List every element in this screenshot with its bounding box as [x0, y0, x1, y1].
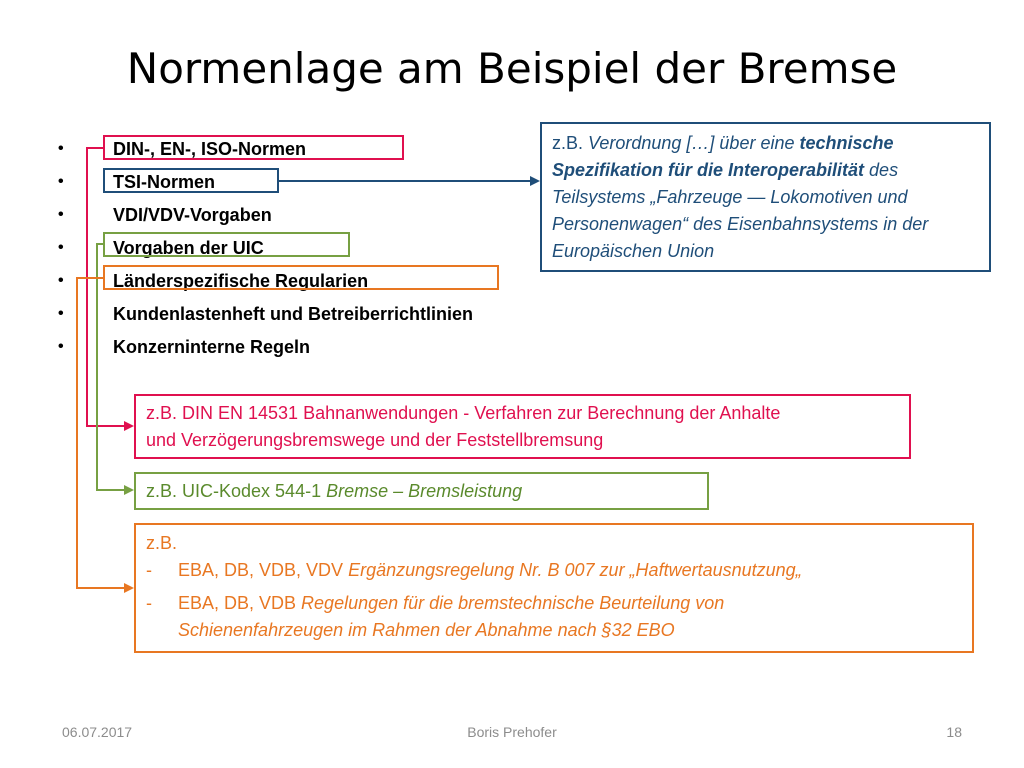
tsi-text-emphasis: technische	[799, 133, 894, 153]
country-text: EBA, DB, VDB, VDV	[178, 560, 349, 580]
uic-text-title: Bremse – Bremsleistung	[326, 481, 523, 501]
uic-example-box	[134, 472, 709, 510]
uic-connector	[97, 244, 132, 490]
bullet-dot: •	[58, 305, 64, 322]
tsi-text: Verordnung […] über eine	[588, 133, 800, 153]
bullet-dot: •	[58, 140, 64, 157]
bullet-dot: •	[58, 206, 64, 223]
tsi-text: Europäischen Union	[552, 241, 715, 261]
country-text: EBA, DB, VDB	[178, 593, 302, 613]
list-item	[146, 557, 962, 584]
country-intro: z.B.	[146, 533, 178, 553]
footer-page-number: 18	[946, 724, 962, 740]
bullet-dot: •	[58, 173, 64, 190]
list-item	[146, 590, 962, 644]
tsi-text: Personenwagen“ des Eisenbahnsystems in der	[552, 214, 929, 234]
dash-bullet: -	[146, 560, 152, 580]
bullet-text: TSI-Normen	[113, 172, 216, 192]
country-text-title: Schienenfahrzeugen im Rahmen der Abnahme nach §32 EBO	[178, 620, 675, 640]
slide-title: Normenlage am Beispiel der Bremse	[126, 44, 898, 93]
bullet-text: Vorgaben der UIC	[113, 238, 264, 258]
bullet-text: Konzerninterne Regeln	[113, 337, 311, 357]
bullet-text: Länderspezifische Regularien	[113, 271, 369, 291]
bullet-dot: •	[58, 239, 64, 256]
uic-text: z.B. UIC-Kodex 544-1	[146, 481, 327, 501]
dash-bullet: -	[146, 593, 152, 613]
din-example-box	[134, 394, 911, 459]
bullet-text: VDI/VDV-Vorgaben	[113, 205, 272, 225]
bullet-text: Kundenlastenheft und Betreiberrichtlinien	[113, 304, 474, 324]
bullet-dot: •	[58, 338, 64, 355]
country-text-title: Ergänzungsregelung Nr. B 007 zur „Haftwertausnutzung„	[348, 560, 802, 580]
footer-date: 06.07.2017	[62, 724, 133, 740]
tsi-text: z.B.	[552, 133, 589, 153]
din-text: und Verzögerungsbremswege und der Feststellbremsung	[146, 430, 604, 450]
bullet-dot: •	[58, 272, 64, 289]
tsi-example-box	[540, 122, 991, 272]
country-connector	[77, 278, 132, 588]
country-text-title: Regelungen für die bremstechnische Beurteilung von	[301, 593, 725, 613]
din-connector	[87, 148, 132, 426]
din-text: z.B. DIN EN 14531 Bahnanwendungen - Verfahren zur Berechnung der Anhalte	[146, 403, 781, 423]
footer-author: Boris Prehofer	[467, 724, 557, 740]
tsi-text: des	[864, 160, 899, 180]
bullet-text: DIN-, EN-, ISO-Normen	[113, 139, 307, 159]
country-example-box	[134, 523, 974, 653]
tsi-text-emphasis: Spezifikation für die Interoperabilität	[552, 160, 865, 180]
tsi-text: Teilsystems „Fahrzeuge — Lokomotiven und	[552, 187, 908, 207]
